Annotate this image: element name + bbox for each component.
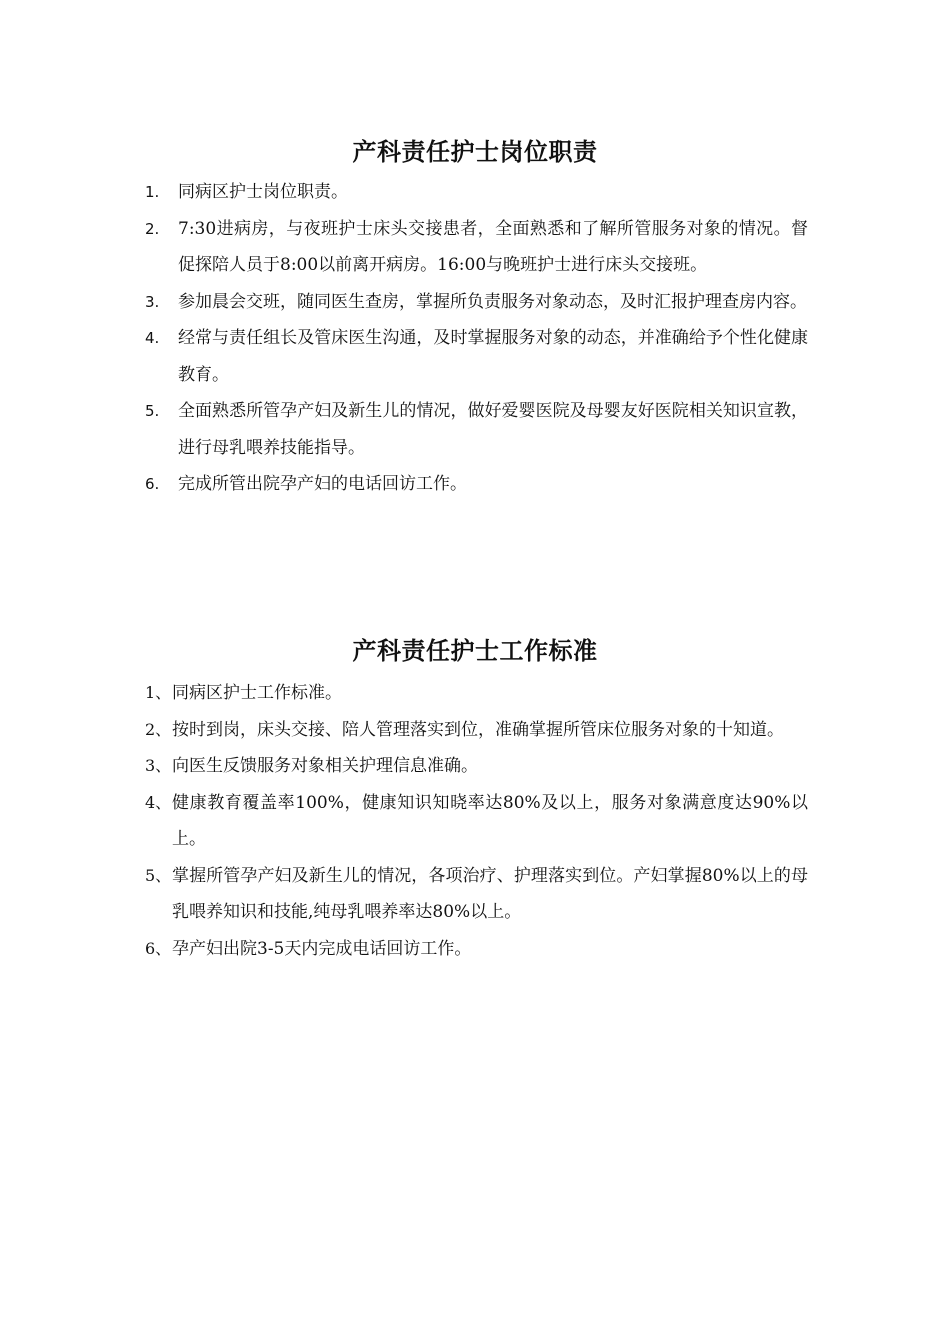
list-item: [0, 858, 950, 931]
list-item: [0, 748, 950, 785]
list-item: [0, 211, 950, 284]
item-number: 2、: [145, 719, 172, 739]
standards-list: [0, 675, 950, 967]
list-item: [0, 785, 950, 858]
item-number: 3、: [145, 756, 172, 775]
item-text: 同病区护士岗位职责。: [178, 182, 348, 202]
duties-list: [0, 174, 950, 503]
item-number: 1、: [145, 683, 172, 702]
item-text: 全面熟悉所管孕产妇及新生儿的情况，做好爱婴医院及母婴友好医院相关知识宣教，进行母乳喂养技能指导。: [178, 401, 808, 458]
item-number: 6、: [145, 938, 172, 958]
item-text: 向医生反馈服务对象相关护理信息准确。: [172, 756, 478, 776]
list-item: [0, 174, 950, 211]
section-title-standards: 产科责任护士工作标准: [352, 636, 598, 665]
item-number: 2.: [145, 219, 160, 238]
list-item: [0, 320, 950, 393]
item-text: 完成所管出院孕产妇的电话回访工作。: [178, 474, 467, 494]
list-item: [0, 712, 950, 749]
item-number: 3.: [145, 292, 160, 311]
list-item: [0, 393, 950, 466]
item-text: 按时到岗，床头交接、陪人管理落实到位，准确掌握所管床位服务对象的十知道。: [172, 719, 784, 740]
item-text: 孕产妇出院3-5天内完成电话回访工作。: [172, 938, 472, 959]
item-number: 4、: [145, 792, 172, 812]
item-number: 4.: [145, 329, 160, 347]
item-text: 参加晨会交班，随同医生查房，掌握所负责服务对象动态，及时汇报护理查房内容。: [178, 291, 807, 312]
list-item: [0, 466, 950, 503]
item-number: 6.: [145, 475, 160, 493]
list-item: [0, 284, 950, 321]
item-text: 同病区护士工作标准。: [172, 683, 342, 703]
item-number: 5、: [145, 865, 172, 885]
item-text: 健康教育覆盖率100%，健康知识知晓率达80%及以上，服务对象满意度达90%以上。: [172, 792, 808, 849]
list-item: [0, 675, 950, 712]
item-text: 7:30进病房，与夜班护士床头交接患者，全面熟悉和了解所管服务对象的情况。督促探陪人员于8:00以前离开病房。16:00与晚班护士进行床头交接班。: [178, 218, 808, 275]
section-title-duties: 产科责任护士岗位职责: [352, 137, 598, 166]
item-text: 掌握所管孕产妇及新生儿的情况，各项治疗、护理落实到位。产妇掌握80%以上的母乳喂养知识和技能,纯母乳喂养率达80%以上。: [172, 865, 808, 922]
item-number: 1.: [145, 183, 160, 201]
item-number: 5.: [145, 402, 160, 420]
list-item: [0, 931, 950, 968]
item-text: 经常与责任组长及管床医生沟通，及时掌握服务对象的动态，并准确给予个性化健康教育。: [178, 328, 808, 385]
